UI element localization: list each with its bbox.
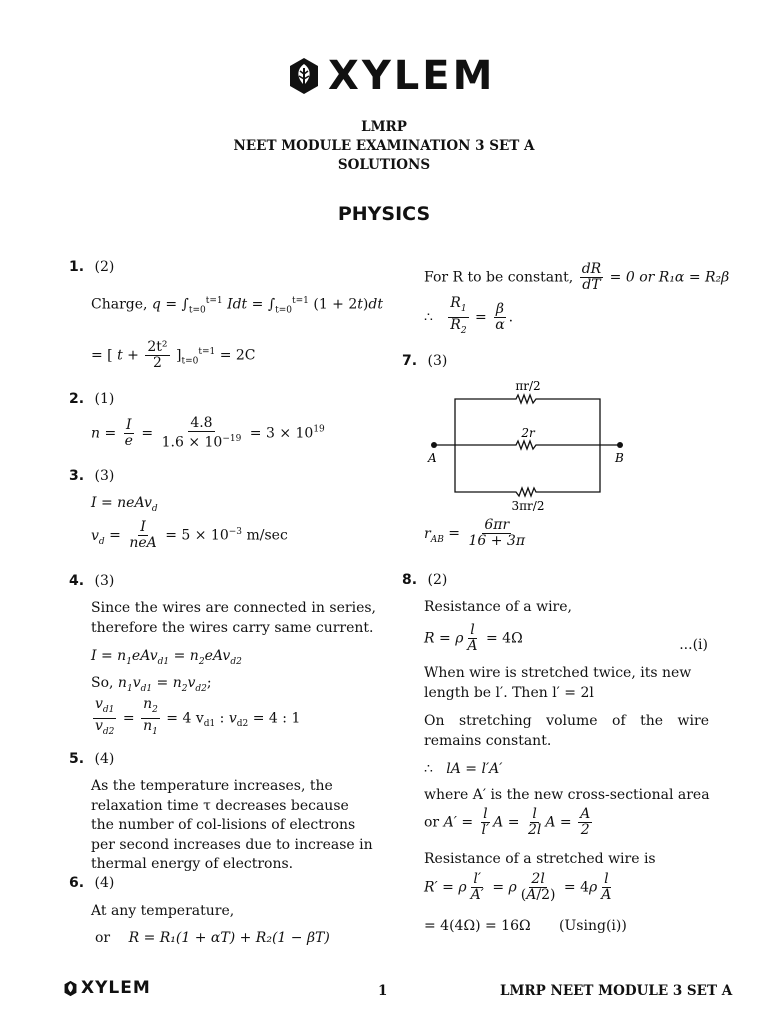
q5: [69, 750, 114, 769]
q1-result: = 2C: [219, 347, 256, 364]
q8-volume-eq: lA = l′A′: [446, 761, 503, 777]
q5-text: As the temperature increases, the relaxation time τ decreases because the number of col-lisions of electrons per second increases due to increase in thermal energy of electrons.: [91, 778, 373, 872]
q8-text-2: When wire is stretched twice, its new length be l′. Then l′ = 2l: [424, 665, 692, 701]
q1-result-eq: = [ t + $\frac{\text{2t²}}{2}$ ]$_{t=0}^{t=1} = 2C$: [91, 339, 256, 371]
q8: [402, 571, 447, 590]
q3-eq-2: $v_d$ = $\frac{I}{\text{neA}}$ = $5 \times 10^{-3}$ m/sec: [91, 519, 288, 551]
q3-number: 3.: [69, 468, 85, 484]
q7-circuit-diagram: [424, 376, 634, 516]
q7: [402, 352, 447, 371]
q1-charge-eq: Charge, $q = \int_{t=0}^{t=1}$ Idt = $\int_{t=0}^{t=1}$ (1 + 2t)dt: [91, 296, 383, 316]
q8-text-5: Resistance of a stretched wire is: [424, 851, 656, 867]
q1-charge-label: Charge,: [91, 296, 148, 313]
q2-answer: (1): [94, 391, 115, 407]
q4-eq-3: $\frac{v_{d1}}{v_{d2}}$ = $\frac{n_2}{n_1}$ = 4 $v_{d1}$ : $v_{d2} = 4$ : 1: [95, 696, 301, 737]
q7-label-top: πr/2: [515, 379, 541, 393]
leaf-logo-icon: [62, 980, 79, 997]
footer-title: LMRP NEET MODULE 3 SET A: [500, 983, 733, 999]
q6-resistance-eq: R = R₁(1 + αT) + R₂(1 − βT): [128, 930, 330, 946]
header-line-3: SOLUTIONS: [337, 157, 431, 173]
q7-label-bottom: 3πr/2: [511, 499, 545, 513]
q7-number: 7.: [402, 353, 418, 369]
q4-ratio-result: = 4 : 1: [252, 710, 301, 727]
q4-eq-1: $I = n_1eAv_{d1} = n_2eAv_{d2}$: [91, 648, 242, 667]
header-line-2: NEET MODULE EXAMINATION 3 SET A: [233, 138, 535, 154]
q3-unit: m/sec: [246, 527, 288, 544]
q3-result: = 5 × 10: [165, 527, 229, 544]
q6-text: At any temperature,: [91, 903, 235, 919]
q4-eq-2: So, $n_1v_{d1} = n_2v_{d2}$;: [91, 675, 212, 694]
xylem-logo: [284, 55, 495, 97]
q6-constant-eq: For R to be constant, $\frac{dR}{dT}$ = 0 or R₁α = R₂β: [424, 261, 730, 293]
q5-number: 5.: [69, 751, 85, 767]
q8-eq-tag: ...(i): [679, 637, 708, 653]
q1-answer: (2): [94, 259, 115, 275]
q7-node-a: A: [428, 451, 437, 465]
q2-numerator: 4.8: [190, 415, 213, 431]
q8-eq-3: or A′ = $\frac{l}{l'}$ A = $\frac{l}{2l}$ A = $\frac{A}{2}$: [424, 806, 591, 838]
q8-eq-2: ∴ lA = l′A′: [424, 761, 503, 777]
q7-denominator: 16 + 3π: [468, 533, 526, 549]
q6-or: or: [95, 930, 111, 946]
q4-number: 4.: [69, 573, 85, 589]
q6-constant-result: = 0 or R₁α = R₂β: [609, 269, 730, 286]
q8-number: 8.: [402, 572, 418, 588]
q7-result-eq: $r_{AB}$ = $\frac{6\pi r}{16 + 3\pi}$: [424, 517, 526, 549]
brand-name: XYLEM: [328, 53, 496, 99]
subject-title: PHYSICS: [337, 203, 431, 225]
q6-answer: (4): [94, 875, 115, 891]
leaf-logo-icon: [284, 56, 324, 96]
q5-answer: (4): [94, 751, 115, 767]
q8-final: [424, 917, 627, 936]
q3-answer: (3): [94, 468, 115, 484]
q2-number: 2.: [69, 391, 85, 407]
q8-text-4: where A′ is the new cross-sectional area: [424, 787, 710, 803]
q6-constant-label: For R to be constant,: [424, 269, 574, 286]
q2-eq: n = $\frac{I}{e}$ = $\frac{4.8}{1.6 \times 10^{-19}}$ = $3 \times 10^{19}$: [91, 415, 325, 451]
q8-eq-4: R′ = ρ $\frac{l'}{A'}$ = ρ $\frac{2l}{(A/2)}$ = 4ρ $\frac{l}{A}$: [424, 871, 612, 903]
q2-denominator: 1.6 × 10: [161, 434, 223, 451]
q7-numerator: 6πr: [484, 517, 510, 533]
q3-current-eq: I = neAv: [91, 495, 152, 511]
header-line-1: LMRP: [361, 119, 407, 135]
q8-eq-1: R = ρ $\frac{l}{A}$ = 4Ω ...(i): [424, 622, 708, 654]
page-number: 1: [378, 983, 388, 999]
q3-eq-1: I = neAv$_d$: [91, 495, 158, 514]
footer-brand-name: XYLEM: [81, 978, 151, 998]
q7-label-mid: 2r: [521, 426, 535, 440]
q8-text-3: On stretching volume of the wire remains constant.: [424, 713, 709, 749]
q7-answer: (3): [427, 353, 448, 369]
q4-text: Since the wires are connected in series, therefore the wires carry same current.: [91, 600, 376, 636]
q4-ratio: = 4 v: [166, 710, 204, 727]
q3: [69, 467, 114, 486]
q2: [69, 390, 114, 409]
q4-answer: (3): [94, 573, 115, 589]
q2-result: = 3 × 10: [249, 425, 314, 442]
q1-number: 1.: [69, 259, 85, 275]
q6-eq: [95, 929, 330, 948]
q8-answer: (2): [427, 572, 448, 588]
q8-final-note: (Using(i)): [559, 918, 627, 934]
q8-final-result: = 4(4Ω) = 16Ω: [424, 918, 531, 934]
q1: [69, 258, 114, 277]
q6-number: 6.: [69, 875, 85, 891]
q7-node-b: B: [615, 451, 624, 465]
q6-ratio-eq: ∴ $\frac{R_1}{R_2}$ = $\frac{\beta}{\alpha}$ .: [424, 295, 514, 336]
q6: [69, 874, 114, 893]
footer-logo: [62, 978, 151, 998]
q4: [69, 572, 114, 591]
q8-text-1: Resistance of a wire,: [424, 599, 572, 615]
